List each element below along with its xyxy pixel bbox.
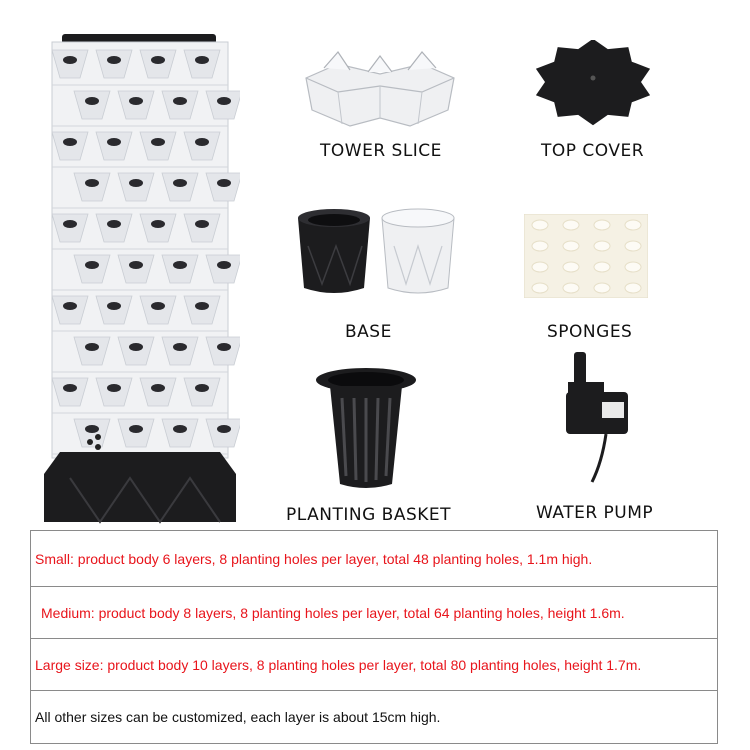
tower-base (44, 452, 236, 522)
spec-row-text: Medium: product body 8 layers, 8 planting holes per layer, total 64 planting holes, height 1.6m. (41, 604, 625, 621)
planting-basket-image (312, 364, 420, 494)
base-label: BASE (345, 322, 392, 342)
base-image (292, 206, 462, 302)
top-cover-label: TOP COVER (541, 141, 645, 161)
top-cover-image (522, 40, 664, 140)
spec-row-custom (31, 691, 717, 743)
sponges-label: SPONGES (547, 322, 633, 342)
spec-row-text: Small: product body 6 layers, 8 planting holes per layer, total 48 planting holes, 1.1m high. (35, 550, 593, 567)
spec-row-small (31, 531, 717, 587)
spec-row-medium (31, 587, 717, 639)
tower-slice-image (298, 48, 462, 138)
planting-basket-label: PLANTING BASKET (286, 505, 452, 525)
tower-slice-label: TOWER SLICE (320, 141, 442, 161)
water-pump-image (558, 352, 650, 492)
size-specification-table (30, 530, 718, 744)
tower-illustration (40, 34, 240, 530)
water-pump-label: WATER PUMP (536, 503, 654, 523)
spec-row-text: All other sizes can be customized, each layer is about 15cm high. (35, 709, 441, 725)
sponges-image (524, 214, 648, 298)
spec-row-text: Large size: product body 10 layers, 8 planting holes per layer, total 80 planting holes, height 1.7m. (35, 656, 642, 673)
spec-row-large (31, 639, 717, 691)
